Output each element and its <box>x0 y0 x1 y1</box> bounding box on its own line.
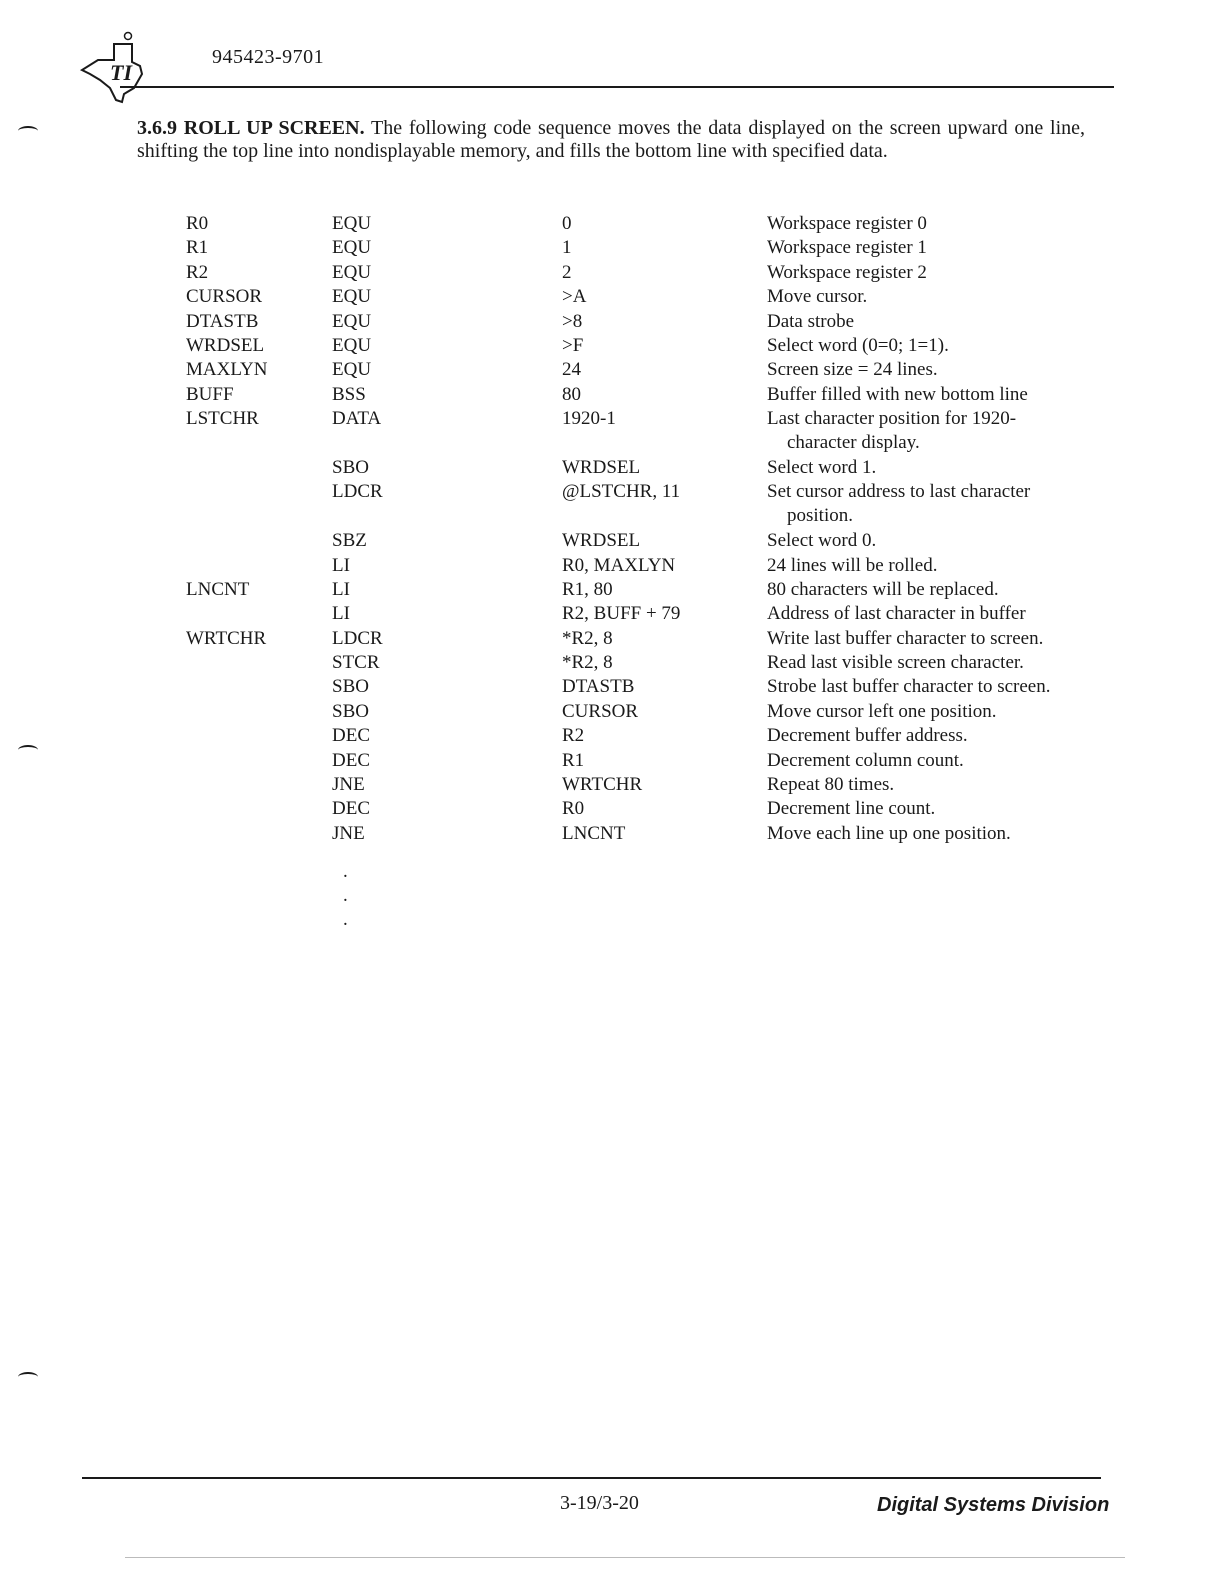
listing-comment <box>767 749 964 773</box>
listing-comment <box>767 285 867 309</box>
listing-comment <box>767 407 1016 455</box>
listing-comment <box>767 236 927 260</box>
listing-operand: R0 <box>562 798 585 820</box>
listing-opcode: SBZ <box>332 530 367 552</box>
listing-opcode: EQU <box>332 286 372 308</box>
listing-operand: *R2, 8 <box>562 652 613 674</box>
listing-comment-text: Read last visible screen character. <box>767 652 1024 674</box>
listing-comment <box>767 578 999 602</box>
listing-comment-text: Buffer filled with new bottom line <box>767 383 1028 405</box>
listing-operand: WRDSEL <box>562 456 641 478</box>
section-paragraph <box>137 117 1085 163</box>
listing-operand: >F <box>562 334 584 356</box>
listing-operand: R0, MAXLYN <box>562 554 676 576</box>
listing-comment-text: Decrement buffer address. <box>767 725 968 747</box>
bottom-edge-rule <box>125 1557 1125 1558</box>
listing-operand: WRDSEL <box>562 530 641 552</box>
listing-comment <box>767 773 894 797</box>
listing-opcode: EQU <box>332 334 372 356</box>
listing-label: R1 <box>186 237 209 259</box>
listing-comment-text: Move cursor. <box>767 286 868 308</box>
listing-comment-text: Set cursor address to last character <box>767 481 1031 503</box>
section-text: The following code sequence moves the data displayed on the screen upward one line, shifting the top line into nondisplayable memory, and fills the bottom line with specified data. <box>137 117 1086 162</box>
listing-operand: 24 <box>562 359 581 381</box>
listing-opcode: EQU <box>332 261 372 283</box>
document-number: 945423-9701 <box>212 46 325 68</box>
listing-comment <box>767 480 1030 528</box>
listing-comment <box>767 724 968 748</box>
listing-operand: 2 <box>562 261 572 283</box>
listing-comment <box>767 651 1024 675</box>
listing-comment <box>767 554 937 578</box>
listing-label: MAXLYN <box>186 359 268 381</box>
listing-comment-text: Select word 1. <box>767 456 877 478</box>
listing-operand: >A <box>562 286 587 308</box>
listing-label: BUFF <box>186 383 234 405</box>
listing-opcode: EQU <box>332 237 372 259</box>
listing-comment <box>767 602 1026 626</box>
listing-opcode: EQU <box>332 359 372 381</box>
listing-opcode: LI <box>332 578 350 600</box>
listing-opcode: EQU <box>332 310 372 332</box>
listing-opcode: DEC <box>332 725 370 747</box>
listing-comment <box>767 334 949 358</box>
listing-comment-text: Last character position for 1920- <box>767 408 1017 430</box>
listing-comment-text: Data strobe <box>767 310 855 332</box>
continuation-dots: . . . <box>343 861 348 930</box>
listing-opcode: LI <box>332 603 350 625</box>
listing-label: DTASTB <box>186 310 259 332</box>
listing-opcode: JNE <box>332 774 365 796</box>
listing-label: WRTCHR <box>186 627 267 649</box>
listing-comment <box>767 822 1011 846</box>
listing-opcode: STCR <box>332 652 380 674</box>
listing-comment <box>767 456 876 480</box>
listing-opcode: DEC <box>332 749 370 771</box>
page-number: 3-19/3-20 <box>560 1492 639 1514</box>
listing-operand: >8 <box>562 310 583 332</box>
listing-comment-text: 24 lines will be rolled. <box>767 554 938 576</box>
section-heading: 3.6.9 ROLL UP SCREEN. <box>137 117 365 139</box>
listing-comment <box>767 383 1028 407</box>
listing-operand: 80 <box>562 383 581 405</box>
listing-comment <box>767 675 1050 699</box>
listing-comment-text: Screen size = 24 lines. <box>767 359 938 381</box>
listing-label: R2 <box>186 261 209 283</box>
listing-operand: WRTCHR <box>562 774 643 796</box>
listing-opcode: LDCR <box>332 627 383 649</box>
listing-label: WRDSEL <box>186 334 265 356</box>
listing-opcode: SBO <box>332 700 369 722</box>
svg-text:TI: TI <box>110 60 132 85</box>
listing-opcode: SBO <box>332 456 369 478</box>
listing-opcode: JNE <box>332 822 365 844</box>
listing-opcode: EQU <box>332 213 372 234</box>
margin-mark <box>18 1372 38 1382</box>
listing-opcode: LI <box>332 554 350 576</box>
listing-operand: CURSOR <box>562 700 639 722</box>
listing-opcode: DATA <box>332 408 382 430</box>
listing-opcode: SBO <box>332 676 369 698</box>
listing-operand: @LSTCHR, 11 <box>562 481 681 503</box>
listing-comment-text: Select word (0=0; 1=1). <box>767 334 949 356</box>
listing-operand: R2, BUFF + 79 <box>562 603 681 625</box>
listing-comment <box>767 700 997 724</box>
margin-mark <box>18 126 38 136</box>
listing-label: LSTCHR <box>186 408 259 430</box>
listing-operand: 1 <box>562 237 572 259</box>
listing-comment <box>767 261 927 285</box>
listing-comment-continuation: character display. <box>787 432 920 454</box>
footer-rule <box>82 1477 1101 1479</box>
listing-opcode: LDCR <box>332 481 383 503</box>
listing-comment-text: Repeat 80 times. <box>767 774 895 796</box>
listing-comment-text: Write last buffer character to screen. <box>767 627 1044 649</box>
listing-operand: *R2, 8 <box>562 627 613 649</box>
listing-comment-continuation: position. <box>787 505 853 527</box>
listing-comment <box>767 358 938 382</box>
listing-comment-text: Select word 0. <box>767 530 877 552</box>
listing-label: LNCNT <box>186 578 250 600</box>
listing-comment-text: Decrement line count. <box>767 798 936 820</box>
listing-opcode: BSS <box>332 383 366 405</box>
listing-comment <box>767 797 935 821</box>
header-rule <box>120 86 1114 88</box>
listing-comment <box>767 529 876 553</box>
listing-comment <box>767 627 1043 651</box>
listing-operand: LNCNT <box>562 822 626 844</box>
listing-comment <box>767 310 854 334</box>
listing-comment-text: Workspace register 0 <box>767 213 927 234</box>
listing-comment-text: Move cursor left one position. <box>767 700 997 722</box>
listing-operand: R1 <box>562 749 585 771</box>
margin-mark <box>18 745 38 755</box>
listing-comment-text: 80 characters will be replaced. <box>767 578 999 600</box>
listing-comment-text: Decrement column count. <box>767 749 964 771</box>
listing-comment-text: Address of last character in buffer <box>767 603 1026 625</box>
listing-comment-text: Workspace register 1 <box>767 237 927 259</box>
listing-operand: R1, 80 <box>562 578 613 600</box>
division-name: Digital Systems Division <box>877 1494 1110 1516</box>
listing-label: R0 <box>186 213 209 234</box>
listing-opcode: DEC <box>332 798 370 820</box>
listing-comment-text: Strobe last buffer character to screen. <box>767 676 1051 698</box>
listing-comment-text: Workspace register 2 <box>767 261 927 283</box>
listing-operand: DTASTB <box>562 676 635 698</box>
ti-logo-icon <box>70 22 160 106</box>
listing-operand: R2 <box>562 725 585 747</box>
listing-label: CURSOR <box>186 286 263 308</box>
listing-comment <box>767 212 927 236</box>
listing-operand: 1920-1 <box>562 408 616 430</box>
listing-operand: 0 <box>562 213 572 234</box>
listing-comment-text: Move each line up one position. <box>767 822 1011 844</box>
